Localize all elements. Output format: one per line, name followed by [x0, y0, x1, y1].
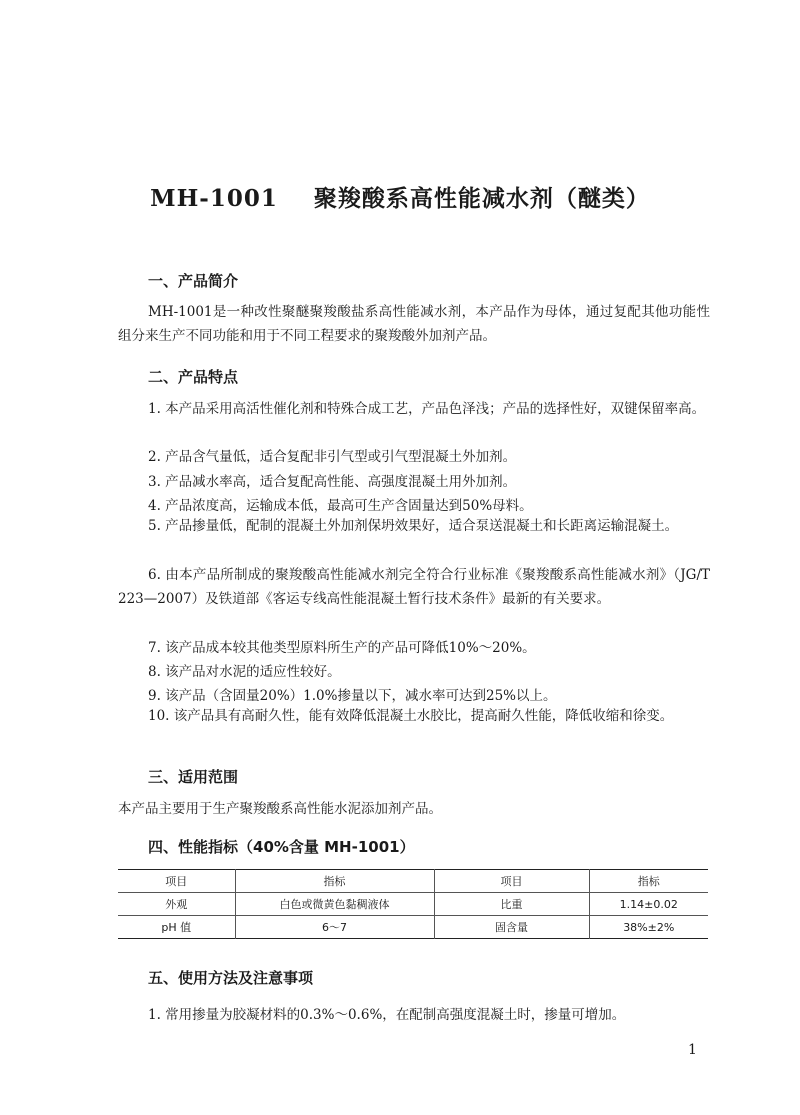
feature-item-6: 6. 由本产品所制成的聚羧酸高性能减水剂完全符合行业标准《聚羧酸系高性能减水剂》（JG/T 223—2007）及铁道部《客运专线高性能混凝土暂行技术条件》最新的有关要求。 [118, 567, 710, 607]
table-cell: 外观 [118, 893, 235, 916]
header-cell: 指标 [235, 870, 434, 893]
table-cell: pH 值 [118, 916, 235, 939]
feature-item-5: 5. 产品掺量低，配制的混凝土外加剂保坍效果好，适合泵送混凝土和长距离运输混凝土。 [148, 518, 679, 534]
section-heading-intro: 一、产品简介 [148, 272, 239, 290]
table-cell: 38%±2% [589, 916, 708, 939]
section-heading-specs: 四、性能指标（40%含量 MH-1001） [148, 838, 415, 856]
feature-item-4: 4. 产品浓度高，运输成本低，最高可生产含固量达到50%母料。 [148, 498, 533, 514]
feature-item-10: 10. 该产品具有高耐久性，能有效降低混凝土水胶比，提高耐久性能，降低收缩和徐变。 [148, 708, 674, 724]
section-heading-usage: 五、使用方法及注意事项 [148, 969, 314, 987]
intro-paragraph: MH-1001是一种改性聚醚聚羧酸盐系高性能减水剂，本产品作为母体，通过复配其他功能性组分来生产不同功能和用于不同工程要求的聚羧酸外加剂产品。 [118, 304, 710, 344]
feature-item-3: 3. 产品减水率高，适合复配高性能、高强度混凝土用外加剂。 [148, 474, 517, 490]
table-cell: 6～7 [235, 916, 434, 939]
spec-table [118, 869, 708, 939]
feature-item-2: 2. 产品含气量低，适合复配非引气型或引气型混凝土外加剂。 [148, 449, 517, 465]
spec-table-header [118, 870, 708, 893]
table-row [118, 893, 708, 916]
table-cell: 白色或微黄色黏稠液体 [235, 893, 434, 916]
header-cell: 指标 [589, 870, 708, 893]
header-cell: 项目 [118, 870, 235, 893]
scope-paragraph: 本产品主要用于生产聚羧酸系高性能水泥添加剂产品。 [118, 801, 442, 817]
section-heading-scope: 三、适用范围 [148, 768, 239, 786]
feature-item-7: 7. 该产品成本较其他类型原料所生产的产品可降低10%～20%。 [148, 640, 536, 656]
feature-item-1: 1. 本产品采用高活性催化剂和特殊合成工艺，产品色泽浅；产品的选择性好，双键保留率高。 [148, 401, 706, 417]
table-cell: 1.14±0.02 [589, 893, 708, 916]
feature-item-8: 8. 该产品对水泥的适应性较好。 [148, 664, 341, 680]
feature-item-9: 9. 该产品（含固量20%）1.0%掺量以下，减水率可达到25%以上。 [148, 688, 557, 704]
section-heading-features: 二、产品特点 [148, 368, 239, 386]
document-title: MH-1001 聚羧酸系高性能减水剂（醚类） [150, 185, 650, 212]
usage-item-1: 1. 常用掺量为胶凝材料的0.3%～0.6%，在配制高强度混凝土时，掺量可增加。 [148, 1007, 626, 1023]
table-row [118, 916, 708, 939]
page-number: 1 [688, 1042, 697, 1058]
table-cell: 固含量 [434, 916, 589, 939]
table-cell: 比重 [434, 893, 589, 916]
header-cell: 项目 [434, 870, 589, 893]
